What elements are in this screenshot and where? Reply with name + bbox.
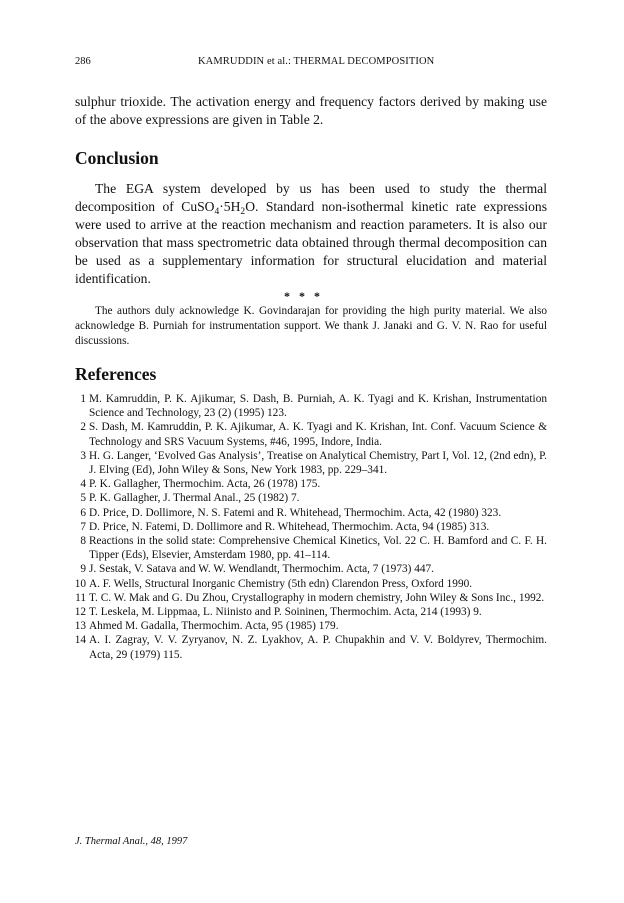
conclusion-heading: Conclusion [75,148,159,168]
conclusion-text-start: The EGA system developed by us has been used to study the thermal decomposition of [75,181,547,214]
reference-item [75,420,547,448]
page-number: 286 [75,56,91,67]
journal-footer: J. Thermal Anal., 48, 1997 [75,836,188,847]
reference-text: P. K. Gallagher, Thermochim. Acta, 26 (1978) 175. [89,478,321,491]
reference-item [75,392,547,420]
reference-text: P. K. Gallagher, J. Thermal Anal., 25 (1982) 7. [89,492,300,505]
reference-item [75,449,547,477]
reference-item [75,591,547,605]
reference-text: D. Price, N. Fatemi, D. Dollimore and R. Whitehead, Thermochim. Acta, 94 (1985) 313. [89,520,490,533]
conclusion-text-end: . Standard non-isothermal kinetic rate expressions were used to arrive at the reaction mechanism and reaction parameters. It is also our observation that mass spectrometric data obtained through thermal decomposition can be used as a supplementary information for structural elucidation and material identification. [75,199,547,286]
reference-number: 2 [80,421,86,434]
references-list [75,392,547,662]
reference-item [75,477,547,491]
reference-number: 9 [80,563,86,576]
conclusion-paragraph [75,180,547,288]
reference-number: 6 [80,506,86,519]
reference-text: S. Dash, M. Kamruddin, P. K. Ajikumar, A. K. Tyagi and K. Krishan, Int. Conf. Vacuum Science & Technology and SRS Vacuum Systems, #46, 1995, Indore, India. [89,421,547,448]
continuation-paragraph: sulphur trioxide. The activation energy and frequency factors derived by making use of the above expressions are given in Table 2. [75,94,547,127]
reference-item [75,534,547,562]
reference-number: 1 [80,393,86,405]
reference-item [75,491,547,505]
chemical-formula: $CuSO_4\cdot 5H_2O$ [181,199,256,217]
reference-text: D. Price, D. Dollimore, N. S. Fatemi and R. Whitehead, Thermochim. Acta, 42 (1980) 323. [89,506,502,519]
reference-text: A. I. Zagray, V. V. Zyryanov, N. Z. Lyakhov, A. P. Chupakhin and V. V. Boldyrev, Thermochim. Acta, 29 (1979) 115. [89,634,547,661]
reference-number: 3 [80,449,86,462]
reference-item [75,506,547,520]
reference-text: T. C. W. Mak and G. Du Zhou, Crystallography in modern chemistry, John Wiley & Sons Inc., 1992. [89,591,545,604]
reference-number: 12 [74,606,86,619]
reference-text: T. Leskela, M. Lippmaa, L. Niinisto and P. Soininen, Thermochim. Acta, 214 (1993) 9. [89,606,482,619]
reference-number: 7 [80,520,86,533]
reference-text: Ahmed M. Gadalla, Thermochim. Acta, 95 (1985) 179. [89,620,339,633]
reference-text: J. Sestak, V. Satava and W. W. Wendlandt, Thermochim. Acta, 7 (1973) 447. [89,563,434,576]
reference-item [75,562,547,576]
page-header [75,56,545,70]
reference-item [75,577,547,591]
reference-number: 8 [80,535,86,548]
reference-item [75,619,547,633]
reference-number: 14 [74,634,86,647]
running-head: KAMRUDDIN et al.: THERMAL DECOMPOSITION [198,56,435,67]
reference-number: 5 [80,492,86,505]
section-separator: * * * [284,289,323,303]
acknowledgement-paragraph: The authors duly acknowledge K. Govindarajan for providing the high purity material. We also acknowledge B. Purniah for instrumentation support. We thank J. Janaki and G. V. N. Rao for useful discussions. [75,305,547,347]
reference-item [75,520,547,534]
reference-number: 10 [74,577,86,590]
references-heading: References [75,364,157,384]
reference-text: M. Kamruddin, P. K. Ajikumar, S. Dash, B. Purniah, A. K. Tyagi and K. Krishan, Instrumentation Science and Technology, 23 (2) (1995) 123. [89,393,547,420]
reference-number: 4 [80,478,86,491]
reference-number: 11 [75,591,86,604]
reference-text: A. F. Wells, Structural Inorganic Chemistry (5th edn) Clarendon Press, Oxford 1990. [89,577,473,590]
reference-item [75,605,547,619]
reference-item [75,633,547,661]
reference-text: H. G. Langer, ‘Evolved Gas Analysis’, Treatise on Analytical Chemistry, Part I, Vol. 12, (2nd edn), P. J. Elving (Ed), John Wiley & Sons, New York 1983, pp. 229–341. [89,449,547,477]
reference-number: 13 [74,620,86,633]
reference-text: Reactions in the solid state: Comprehensive Chemical Kinetics, Vol. 22 C. H. Bamford and C. F. H. Tipper (Eds), Elsevier, Amsterdam 1980, pp. 41–114. [89,535,547,562]
